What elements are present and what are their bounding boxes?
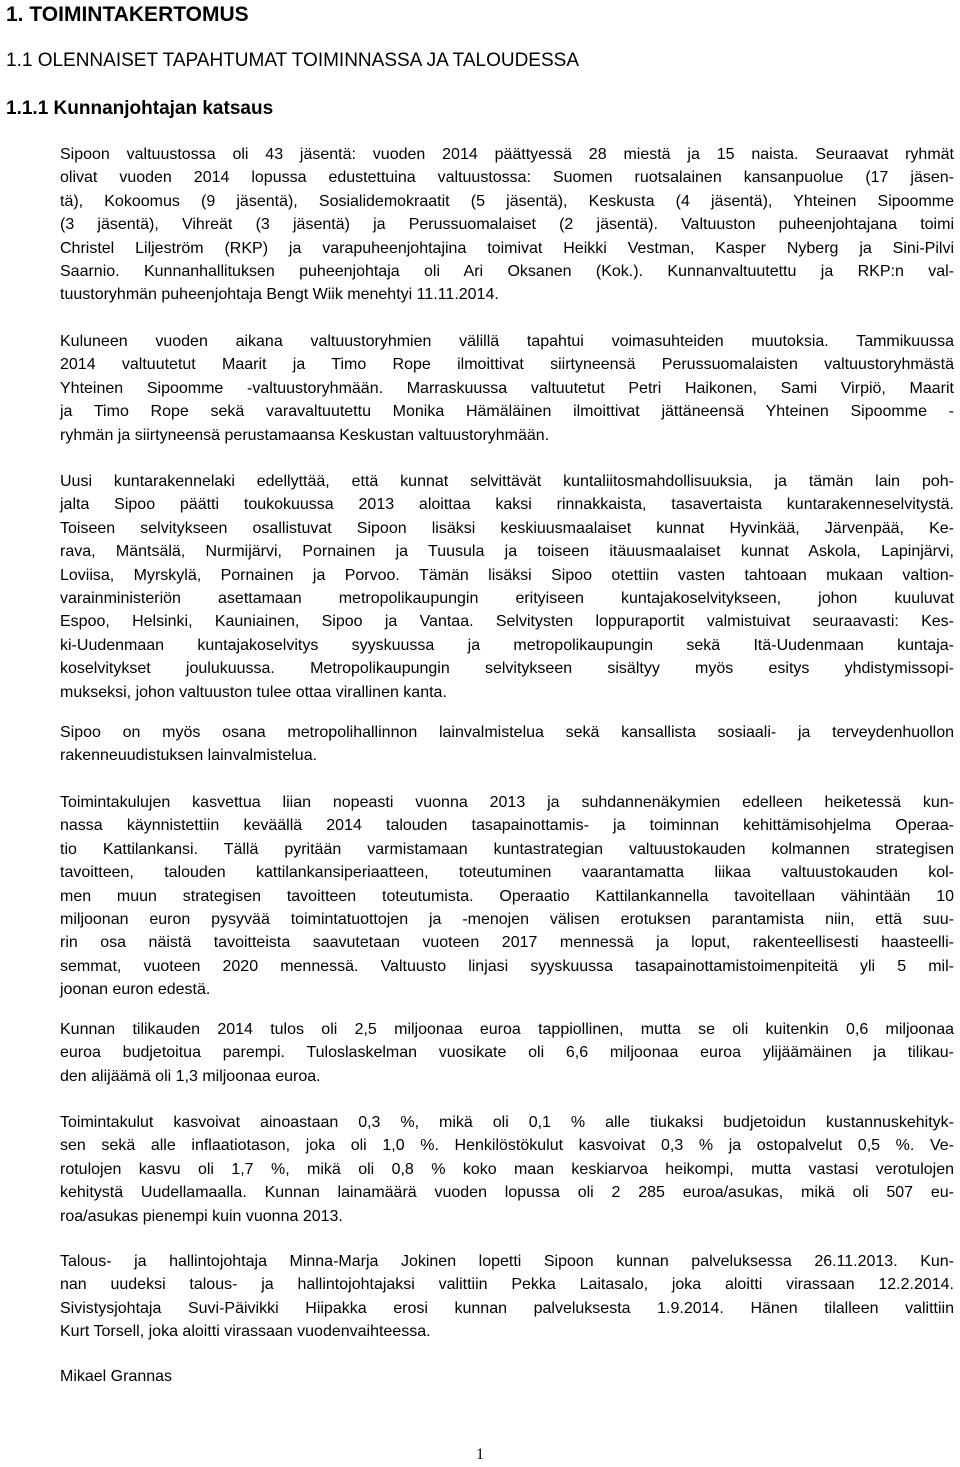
text-line: miljoonan euron pysyvää toimintatuottojen ja -menojen välisen erotuksen parantamista niin, että suu- — [60, 911, 954, 929]
text-line: Kuluneen vuoden aikana valtuustoryhmien välillä tapahtui voimasuhteiden muutoksia. Tammikuussa — [60, 333, 954, 350]
text-line: tuustoryhmän puheenjohtaja Bengt Wiik menehtyi 11.11.2014. — [60, 286, 499, 304]
text-line: 2014 valtuutetut Maarit ja Timo Rope ilmoittivat siirtyneensä Perussuomalaisten valtuustoryhmästä — [60, 356, 954, 374]
paragraph-financial-result — [60, 1018, 954, 1088]
heading-subsection: 1.1.1 Kunnanjohtajan katsaus — [6, 98, 274, 119]
paragraph-group-changes — [60, 330, 954, 447]
text-line: Sipoo on myös osana metropolihallinnon lainvalmistelua sekä kansallista sosiaali- ja terveydenhuollon — [60, 724, 954, 741]
text-line: rotulojen kasvu oli 1,7 %, mikä oli 0,8 % koko maan keskiarvoa heikompi, mutta vastasi verotulojen — [60, 1160, 954, 1178]
paragraph-metropolitan — [60, 721, 954, 768]
text-line: jalta Sipoo päätti toukokuussa 2013 aloittaa kaksi rinnakkaista, tasavertaista kuntarakenneselvitystä. — [60, 496, 954, 514]
text-line: mukseksi, johon valtuuston tulee ottaa virallinen kanta. — [60, 683, 447, 701]
paragraph-council — [60, 143, 954, 307]
signature: Mikael Grannas — [60, 1368, 173, 1385]
text-line: rin osa näistä tavoitteista saavutetaan vuoteen 2017 mennessä ja loput, rakenteellisesti haasteelli- — [60, 934, 954, 952]
text-line: (3 jäsentä), Vihreät (3 jäsentä) ja Perussuomalaiset (2 jäsentä). Valtuuston puheenjohtajana toimi — [60, 216, 954, 234]
text-line: ryhmän ja siirtyneensä perustamaansa Keskustan valtuustoryhmään. — [60, 426, 550, 444]
text-line: roa/asukas pienempi kuin vuonna 2013. — [60, 1207, 343, 1225]
text-line: semmat, vuoteen 2020 mennessä. Valtuusto linjasi syyskuussa tasapainottamistoimenpiteitä yli 5 mil- — [60, 957, 954, 975]
text-line: Talous- ja hallintojohtaja Minna-Marja Jokinen lopetti Sipoon kunnan palveluksessa 26.11.2013. Kun- — [60, 1253, 954, 1270]
text-line: men muun strategisen tavoitteen toteutumista. Operaatio Kattilankannella tavoitellaan vähintään 10 — [60, 887, 954, 905]
text-line: kehitystä Uudellamaalla. Kunnan lainamäärä vuoden lopussa oli 2 285 euroa/asukas, mikä oli 507 eu- — [60, 1184, 954, 1202]
text-line: sen sekä alle inflaatiotason, joka oli 1,0 %. Henkilöstökulut kasvoivat 0,3 % ja ostopalvelut 0,5 %. Ve- — [60, 1137, 954, 1155]
text-line: varainministeriön asettamaan metropolikaupungin erityiseen kuntajakoselvitykseen, johon kuuluvat — [60, 590, 954, 608]
text-line: ki-Uudenmaan kuntajakoselvitys syyskuussa ja metropolikaupungin sekä Itä-Uudenmaan kuntaja- — [60, 636, 954, 654]
paragraph-municipal-structure — [60, 470, 954, 704]
text-line: Kurt Torsell, joka aloitti virassaan vuodenvaihteessa. — [60, 1323, 431, 1341]
text-line: Saarnio. Kunnanhallituksen puheenjohtaja oli Ari Oksanen (Kok.). Kunnanvaltuutettu ja RKP:n val- — [60, 263, 954, 281]
page-number: 1 — [476, 1446, 484, 1463]
text-line: Toimintakulut kasvoivat ainoastaan 0,3 %, mikä oli 0,1 % alle tiukaksi budjetoidun kustannuskehityk- — [60, 1114, 954, 1131]
text-line: Christel Liljeström (RKP) ja varapuheenjohtajina toimivat Heikki Vestman, Kasper Nyberg ja Sini-Pilvi — [60, 239, 954, 257]
text-line: joonan euron edestä. — [60, 981, 211, 999]
text-line: tavoitteen, talouden kattilankansiperiaatteen, toteutuminen vaarantamatta liikaa valtuustokauden kol- — [60, 864, 954, 882]
text-line: Sivistysjohtaja Suvi-Päivikki Hiipakka erosi kunnan palveluksesta 1.9.2014. Hänen tilalleen valittiin — [60, 1299, 954, 1317]
text-line: Yhteinen Sipoomme -valtuustoryhmään. Marraskuussa valtuutetut Petri Haikonen, Sami Virpiö, Maarit — [60, 379, 954, 397]
text-line: ja Timo Rope sekä varavaltuutettu Monika Hämäläinen ilmoittivat jättäneensä Yhteinen Sipoomme - — [60, 403, 954, 421]
text-line: Sipoon valtuustossa oli 43 jäsentä: vuoden 2014 päättyessä 28 miestä ja 15 naista. Seuraavat ryhmät — [60, 146, 954, 163]
text-line: tä), Kokoomus (9 jäsentä), Sosialidemokraatit (5 jäsentä), Keskusta (4 jäsentä), Yhteinen Sipoomme — [60, 192, 954, 210]
text-line: rava, Mäntsälä, Nurmijärvi, Pornainen ja Tuusula ja toiseen itäuusmaalaiset kunnat Askola, Lapinjärvi, — [60, 543, 954, 561]
paragraph-expenses — [60, 1111, 954, 1228]
text-line: Toimintakulujen kasvettua liian nopeasti vuonna 2013 ja suhdannenäkymien edelleen heiketessä kun- — [60, 794, 954, 811]
text-line: Toiseen selvitykseen osallistuvat Sipoon lisäksi keskiuusmaalaiset kunnat Hyvinkää, Järvenpää, Ke- — [60, 519, 954, 537]
text-line: olivat vuoden 2014 lopussa edustettuina valtuustossa: Suomen ruotsalainen kansanpuolue (17 jäsen- — [60, 169, 954, 187]
heading-section: 1.1 OLENNAISET TAPAHTUMAT TOIMINNASSA JA TALOUDESSA — [6, 50, 579, 71]
paragraph-personnel — [60, 1250, 954, 1344]
text-line: euroa budjetoitua parempi. Tuloslaskelman vuosikate oli 6,6 miljoonaa euroa ylijäämäinen ja tilikau- — [60, 1044, 954, 1062]
text-line: koselvitykset joulukuussa. Metropolikaupungin selvitykseen sisältyy myös esitys yhdistymissopi- — [60, 660, 954, 678]
text-line: tio Kattilankansi. Tällä pyritään varmistamaan kuntastrategian valtuustokauden kolmannen strategisen — [60, 840, 954, 858]
text-line: Loviisa, Myrskylä, Pornainen ja Porvoo. Tämän lisäksi Sipoo otettiin vasten tahtoaan mukaan valtion- — [60, 566, 954, 584]
text-line: Espoo, Helsinki, Kauniainen, Sipoo ja Vantaa. Selvitysten loppuraportit valmistuivat seuraavasti: Kes- — [60, 613, 954, 631]
text-line: Uusi kuntarakennelaki edellyttää, että kunnat selvittävät kuntaliitosmahdollisuuksia, ja tämän lain poh- — [60, 473, 954, 490]
paragraph-operating-costs — [60, 791, 954, 1002]
heading-main: 1. TOIMINTAKERTOMUS — [6, 3, 249, 26]
text-line: Kunnan tilikauden 2014 tulos oli 2,5 miljoonaa euroa tappiollinen, mutta se oli kuitenkin 0,6 miljoonaa — [60, 1021, 954, 1038]
text-line: nan uudeksi talous- ja hallintojohtajaksi valittiin Pekka Laitasalo, joka aloitti virassaan 12.2.2014. — [60, 1276, 954, 1294]
text-line: den alijäämä oli 1,3 miljoonaa euroa. — [60, 1067, 321, 1085]
text-line: nassa käynnistettiin keväällä 2014 talouden tasapainottamis- ja toiminnan kehittämisohjelma Operaa- — [60, 817, 954, 835]
text-line: rakenneuudistuksen lainvalmistelua. — [60, 747, 318, 765]
